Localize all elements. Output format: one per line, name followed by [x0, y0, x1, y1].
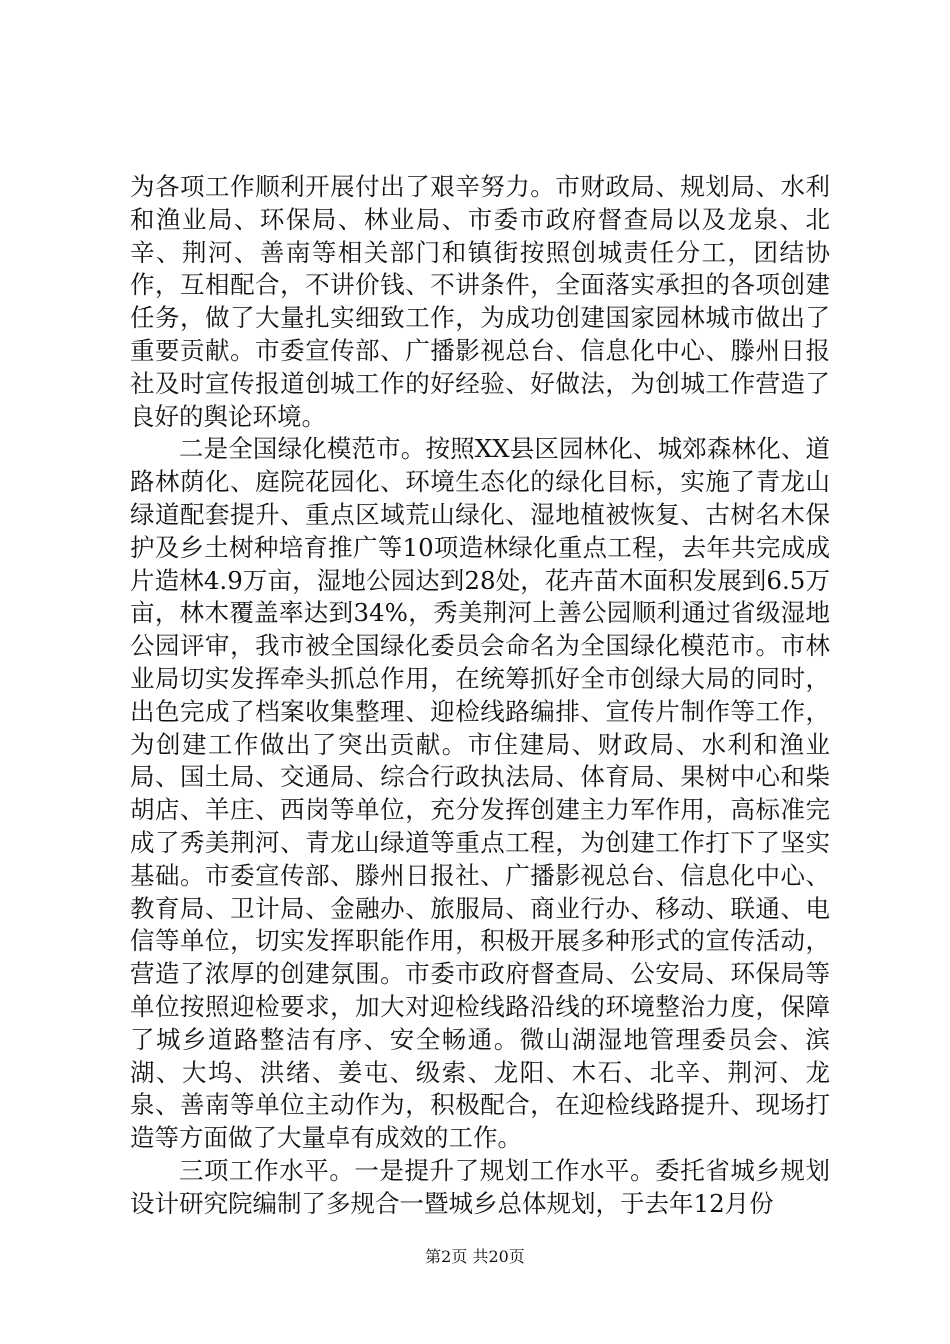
paragraph-1: 为各项工作顺利开展付出了艰辛努力。市财政局、规划局、水利和渔业局、环保局、林业局、市委市政府督查局以及龙泉、北辛、荆河、善南等相关部门和镇街按照创城责任分工，团结协作，互相配合，不讲价钱、不讲条件，全面落实承担的各项创建任务，做了大量扎实细致工作，为成功创建国家园林城市做出了重要贡献。市委宣传部、广播影视总台、信息化中心、滕州日报社及时宣传报道创城工作的好经验、好做法，为创城工作营造了良好的舆论环境。 [130, 172, 830, 431]
paragraph-2: 二是全国绿化模范市。按照XX县区园林化、城郊森林化、道路林荫化、庭院花园化、环境生态化的绿化目标，实施了青龙山绿道配套提升、重点区域荒山绿化、湿地植被恢复、古树名木保护及乡土树种培育推广等10项造林绿化重点工程，去年共完成成片造林4.9万亩，湿地公园达到28处，花卉苗木面积发展到6.5万亩，林木覆盖率达到34%，秀美荆河上善公园顺利通过省级湿地公园评审，我市被全国绿化委员会命名为全国绿化模范市。市林业局切实发挥牵头抓总作用，在统筹抓好全市创绿大局的同时，出色完成了档案收集整理、迎检线路编排、宣传片制作等工作，为创建工作做出了突出贡献。市住建局、财政局、水利和渔业局、国土局、交通局、综合行政执法局、体育局、果树中心和柴胡店、羊庄、西岗等单位，充分发挥创建主力军作用，高标准完成了秀美荆河、青龙山绿道等重点工程，为创建工作打下了坚实基础。市委宣传部、滕州日报社、广播影视总台、信息化中心、教育局、卫计局、金融办、旅服局、商业行办、移动、联通、电信等单位，切实发挥职能作用，积极开展多种形式的宣传活动，营造了浓厚的创建氛围。市委市政府督查局、公安局、环保局等单位按照迎检要求，加大对迎检线路沿线的环境整治力度，保障了城乡道路整洁有序、安全畅通。微山湖湿地管理委员会、滨湖、大坞、洪绪、姜屯、级索、龙阳、木石、北辛、荆河、龙泉、善南等单位主动作为，积极配合，在迎检线路提升、现场打造等方面做了大量卓有成效的工作。 [130, 434, 830, 1153]
paragraph-3: 三项工作水平。一是提升了规划工作水平。委托省城乡规划设计研究院编制了多规合一暨城乡总体规划，于去年12月份 [130, 1155, 830, 1218]
body-text [130, 171, 830, 1221]
page-footer: 第2页 共20页 [425, 1247, 525, 1266]
